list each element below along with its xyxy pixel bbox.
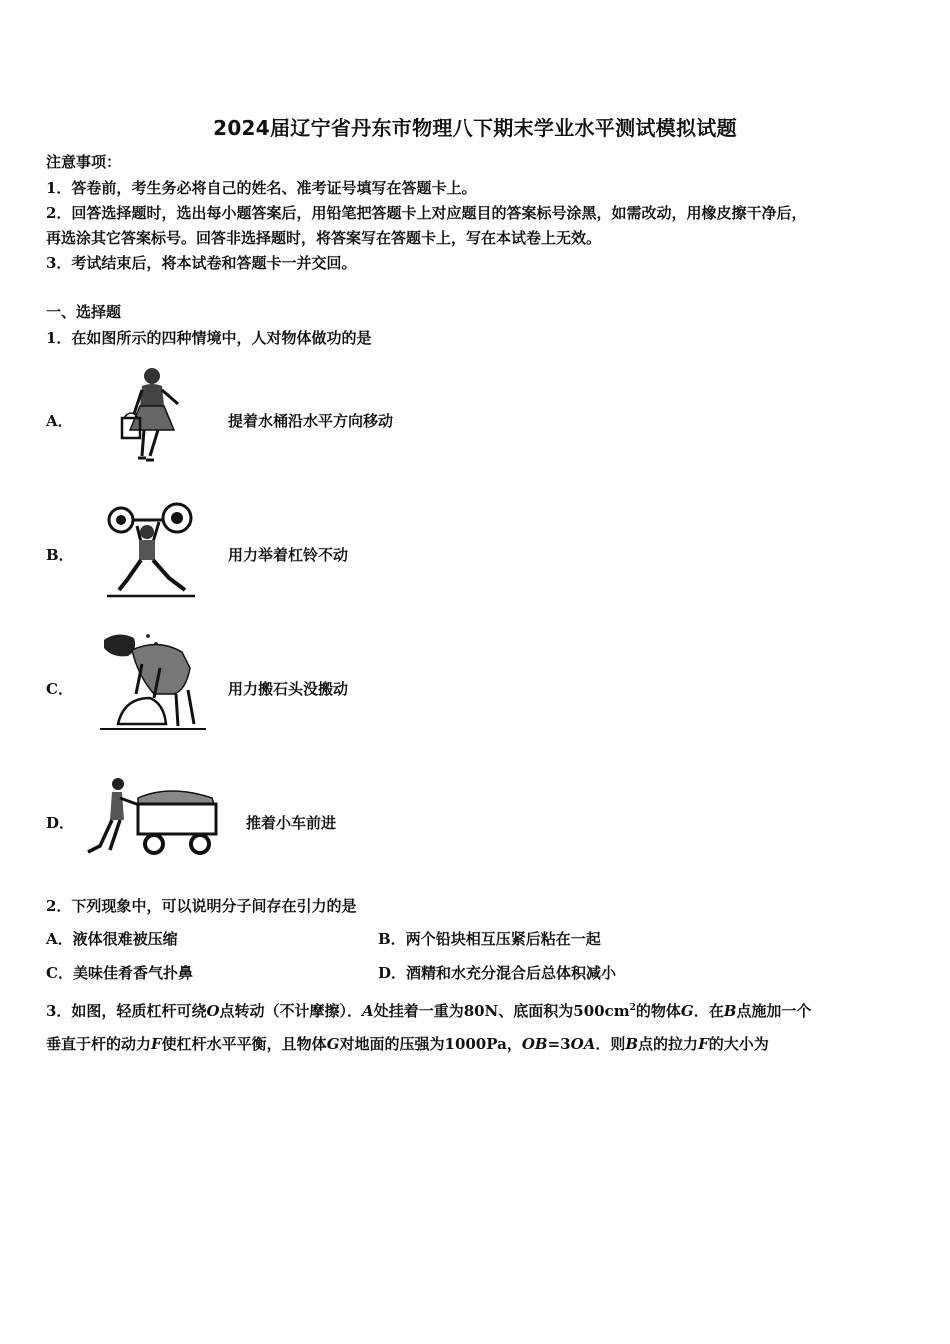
question-3-line-2: 垂直于杆的动力F使杠杆水平平衡，且物体G对地面的压强为1000Pa，OB=3OA．则B点的拉力F的大小为 <box>46 1035 769 1053</box>
q2-option-a: A．液体很难被压缩 <box>46 930 178 948</box>
q1-option-b-label: B． <box>46 546 74 564</box>
q2-option-c: C．美味佳肴香气扑鼻 <box>46 964 193 982</box>
notice-item: 再选涂其它答案标号。回答非选择题时，将答案写在答题卡上，写在本试卷上无效。 <box>46 229 602 247</box>
q1-option-a-label: A． <box>46 412 73 430</box>
notice-item: 3．考试结束后，将本试卷和答题卡一并交回。 <box>46 254 357 272</box>
q1-option-b-text: 用力举着杠铃不动 <box>228 546 349 564</box>
q1-option-c-label: C． <box>46 680 73 698</box>
person-pushing-cart-icon <box>80 776 220 858</box>
q1-option-d-label: D． <box>46 814 75 832</box>
q2-option-d: D．酒精和水充分混合后总体积减小 <box>378 964 617 982</box>
section-heading: 一、选择题 <box>46 303 122 321</box>
weightlifter-icon <box>105 496 197 600</box>
notice-heading: 注意事项： <box>46 153 122 171</box>
notice-item: 1．答卷前，考生务必将自己的姓名、准考证号填写在答题卡上。 <box>46 179 477 197</box>
girl-carrying-bucket-icon <box>112 364 190 466</box>
page-title: 2024届辽宁省丹东市物理八下期末学业水平测试模拟试题 <box>213 116 737 140</box>
q1-option-a-text: 提着水桶沿水平方向移动 <box>228 412 394 430</box>
person-lifting-rock-icon <box>98 628 208 734</box>
question-2-stem: 2．下列现象中，可以说明分子间存在引力的是 <box>46 897 357 915</box>
q1-option-d-text: 推着小车前进 <box>246 814 337 832</box>
question-1-stem: 1．在如图所示的四种情境中，人对物体做功的是 <box>46 329 372 347</box>
q2-option-b: B．两个铅块相互压紧后粘在一起 <box>378 930 601 948</box>
notice-item: 2．回答选择题时，选出每小题答案后，用铅笔把答题卡上对应题目的答案标号涂黑，如需改动，用橡皮擦干净后， <box>46 204 807 222</box>
question-3-line-1: 3．如图，轻质杠杆可绕O点转动（不计摩擦）．A处挂着一重为80N、底面积为$500cm^2$的物体G．在B点施加一个 <box>46 1002 812 1020</box>
q1-option-c-text: 用力搬石头没搬动 <box>228 680 349 698</box>
